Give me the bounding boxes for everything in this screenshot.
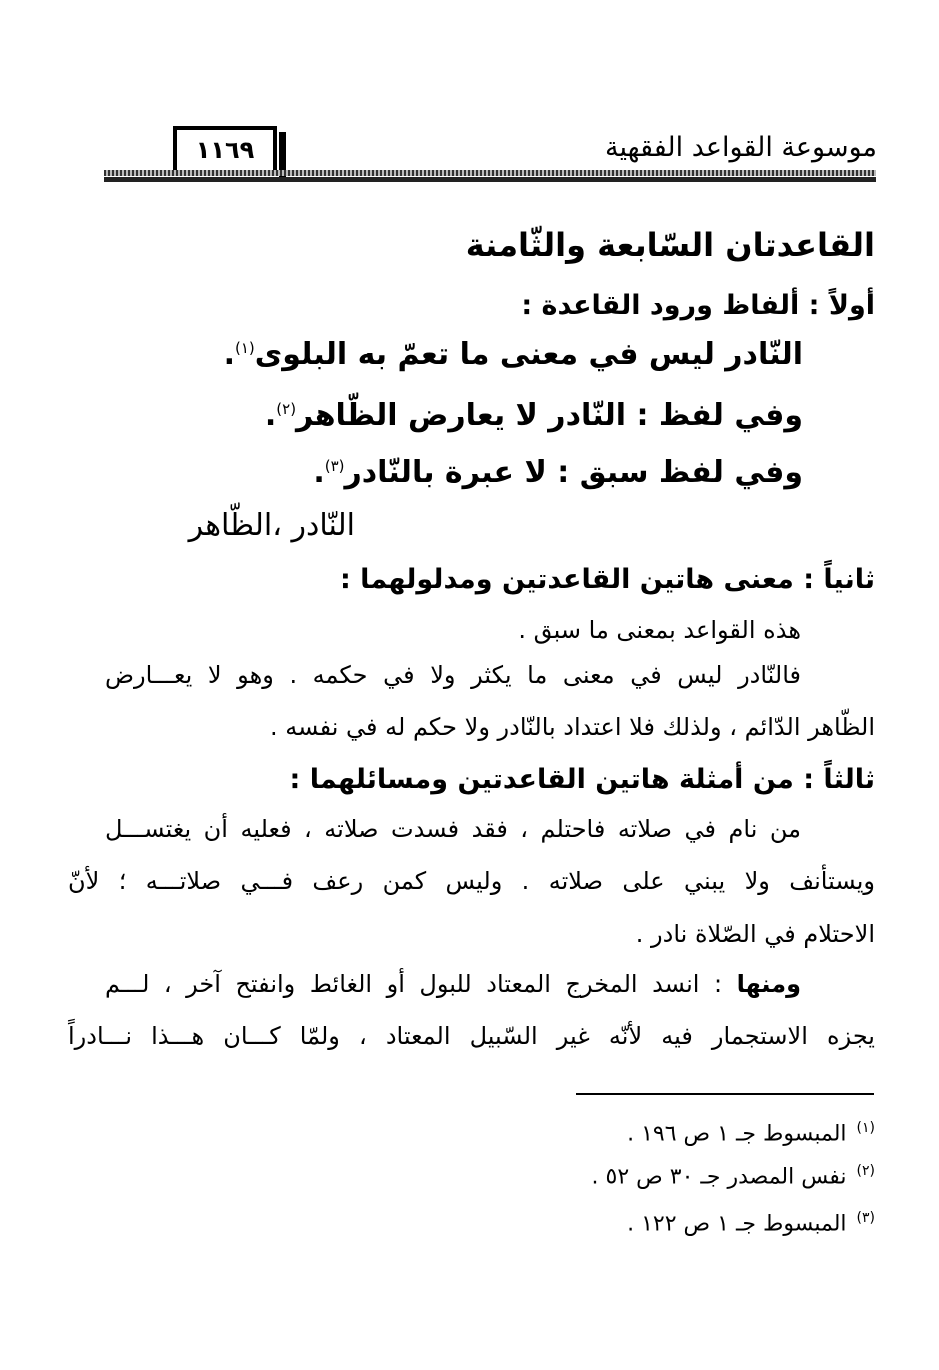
section1-label: أولاً : ألفاظ ورود القاعدة : xyxy=(521,290,875,321)
rule-quote-2 xyxy=(265,398,803,433)
footnote-3 xyxy=(627,1210,875,1236)
section-heading: القاعدتان السّابعة والثّامنة xyxy=(465,226,875,264)
section2-label: ثانياً : معنى هاتين القاعدتين ومدلولهما : xyxy=(339,564,875,595)
page-number-box xyxy=(173,126,277,174)
footnote-1-text: المبسوط جـ ١ ص ١٩٦ . xyxy=(627,1121,847,1147)
paragraph-meaning: هذه القواعد بمعنى ما سبق . xyxy=(518,616,801,644)
example2-line1-text: : انسد المخرج المعتاد للبول أو الغائط وانفتح آخر ، لـــم xyxy=(105,970,737,998)
example2-line2: يجزه الاستجمار فيه لأنّه غير السّبيل المعتاد ، ولمّا كـــان هـــذا نـــادراً xyxy=(68,1022,875,1050)
paragraph-explanation-line2: الظّاهر الدّائم ، ولذلك فلا اعتداد بالنّادر ولا حكم له في نفسه . xyxy=(270,713,875,741)
header-rule-solid xyxy=(104,177,876,182)
rule-quote-1-end: . xyxy=(223,337,235,372)
footnote-ref-2: (٢) xyxy=(276,400,297,418)
footnote-separator xyxy=(576,1093,874,1095)
rule-quote-1 xyxy=(224,337,803,372)
paragraph-explanation-line1: فالنّادر ليس في معنى ما يكثر ولا في حكمه . وهو لا يعـــارض xyxy=(105,661,801,689)
rule-quote-2-text: وفي لفظ : النّادر لا يعارض الظّاهر xyxy=(296,398,803,433)
example1-line3: الاحتلام في الصّلاة نادر . xyxy=(635,920,875,948)
footnote-1-number: (١) xyxy=(856,1120,875,1136)
rule-quote-1-text: النّادر ليس في معنى ما تعمّ به البلوى xyxy=(254,337,803,372)
footnote-ref-1: (١) xyxy=(235,339,255,357)
footnote-3-text: المبسوط جـ ١ ص ١٢٢ . xyxy=(627,1211,847,1237)
example1-line2: ويستأنف ولا يبني على صلاته . وليس كمن رعف فـــي صلاتـــه ؛ لأنّ xyxy=(68,867,875,895)
rule-quote-3 xyxy=(313,455,803,490)
keywords: النّادر ،الظّاهر xyxy=(188,508,355,543)
rule-quote-3-text: وفي لفظ سبق : لا عبرة بالنّادر xyxy=(344,455,803,490)
footnote-2-number: (٢) xyxy=(856,1163,875,1179)
footnote-2 xyxy=(592,1163,875,1189)
footnote-3-number: (٣) xyxy=(856,1210,875,1226)
example1-line1: من نام في صلاته فاحتلم ، فقد فسدت صلاته ، فعليه أن يغتســـل xyxy=(105,815,801,843)
footnote-2-text: نفس المصدر جـ ٣٠ ص ٥٢ . xyxy=(591,1164,847,1190)
footnote-ref-3: (٣) xyxy=(324,457,345,475)
example2-lead: ومنها xyxy=(736,970,801,998)
header-rule-hatched xyxy=(104,170,876,176)
example2-line1 xyxy=(105,970,801,998)
rule-quote-2-end: . xyxy=(264,398,277,433)
footnote-1 xyxy=(627,1120,875,1146)
section3-label: ثالثاً : من أمثلة هاتين القاعدتين ومسائلهما : xyxy=(289,764,875,795)
rule-quote-3-end: . xyxy=(313,455,325,490)
running-title: موسوعة القواعد الفقهية xyxy=(605,132,877,163)
page-number: ١١٦٩ xyxy=(195,136,255,164)
